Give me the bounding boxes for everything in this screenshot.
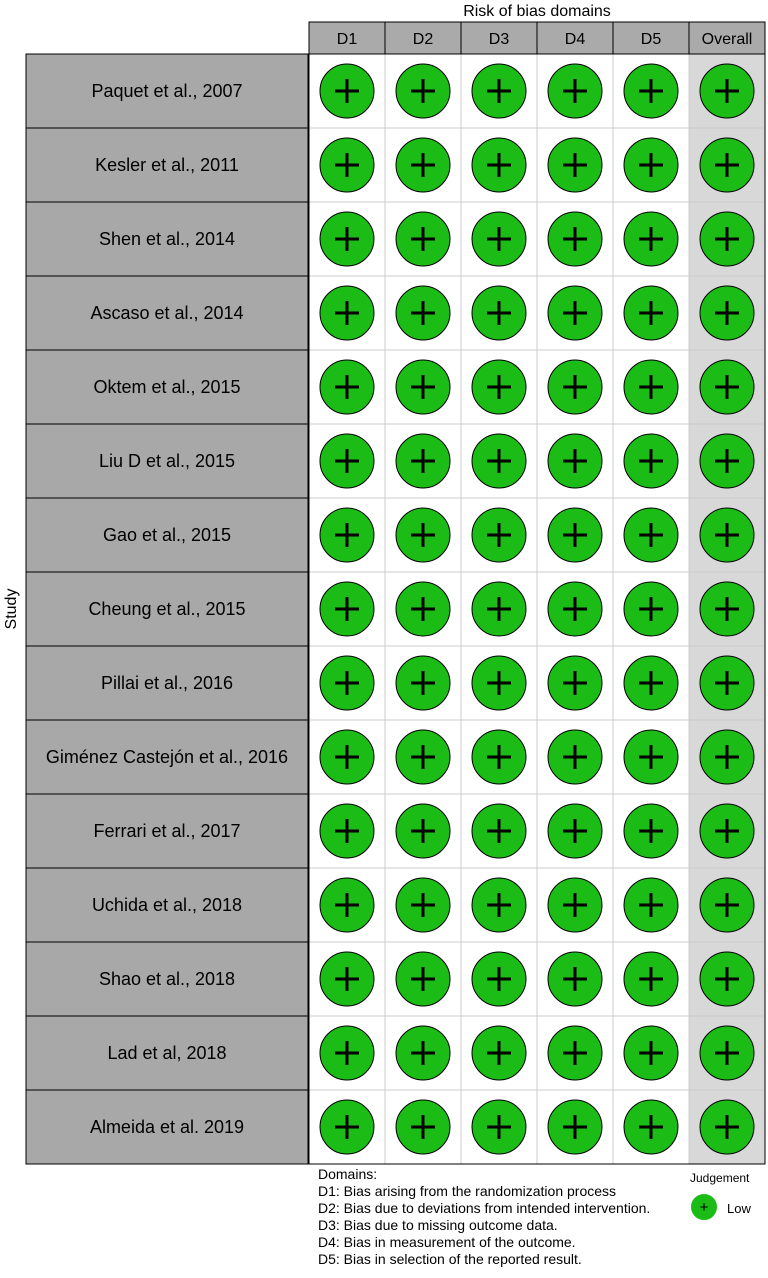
low-judgement-label: Low bbox=[727, 1201, 751, 1216]
study-label: Lad et al, 2018 bbox=[107, 1043, 227, 1063]
judgement-legend-title: Judgement bbox=[690, 1171, 750, 1185]
study-label: Shao et al., 2018 bbox=[98, 969, 236, 989]
domains-title: Domains: bbox=[318, 1166, 378, 1182]
y-axis-label: Study bbox=[3, 588, 20, 630]
study-label: Ascaso et al., 2014 bbox=[90, 303, 244, 323]
column-header-label: Overall bbox=[701, 31, 753, 48]
study-label: Paquet et al., 2007 bbox=[91, 81, 243, 101]
column-header-label: D4 bbox=[564, 31, 586, 48]
study-label: Giménez Castejón et al., 2016 bbox=[45, 747, 289, 767]
column-header-label: D5 bbox=[640, 31, 662, 48]
domain-d4-description: D4: Bias in measurement of the outcome. bbox=[318, 1234, 576, 1250]
study-label: Cheung et al., 2015 bbox=[88, 599, 246, 619]
study-label: Almeida et al. 2019 bbox=[89, 1117, 245, 1137]
study-label: Ferrari et al., 2017 bbox=[93, 821, 241, 841]
judgement-legend-low bbox=[690, 1193, 768, 1223]
domains-legend bbox=[318, 1166, 650, 1268]
low-judgement-symbol: + bbox=[699, 1199, 709, 1216]
study-label: Liu D et al., 2015 bbox=[98, 451, 236, 471]
domain-d2-description: D2: Bias due to deviations from intended intervention. bbox=[318, 1200, 651, 1216]
domain-d5-description: D5: Bias in selection of the reported result. bbox=[318, 1251, 582, 1267]
domain-d1-description: D1: Bias arising from the randomization process bbox=[318, 1183, 617, 1199]
study-label: Uchida et al., 2018 bbox=[91, 895, 243, 915]
study-label: Oktem et al., 2015 bbox=[93, 377, 241, 397]
study-label: Kesler et al., 2011 bbox=[95, 155, 239, 175]
column-header-label: D3 bbox=[488, 31, 510, 48]
low-judgement-icon bbox=[690, 1193, 720, 1223]
study-label: Pillai et al., 2016 bbox=[100, 673, 234, 693]
column-header-label: D2 bbox=[412, 31, 434, 48]
study-label: Gao et al., 2015 bbox=[102, 525, 232, 545]
column-header-label: D1 bbox=[336, 31, 358, 48]
domain-d3-description: D3: Bias due to missing outcome data. bbox=[318, 1217, 558, 1233]
study-label: Shen et al., 2014 bbox=[98, 229, 236, 249]
grid-layer bbox=[26, 22, 765, 1164]
chart-title: Risk of bias domains bbox=[463, 3, 611, 20]
